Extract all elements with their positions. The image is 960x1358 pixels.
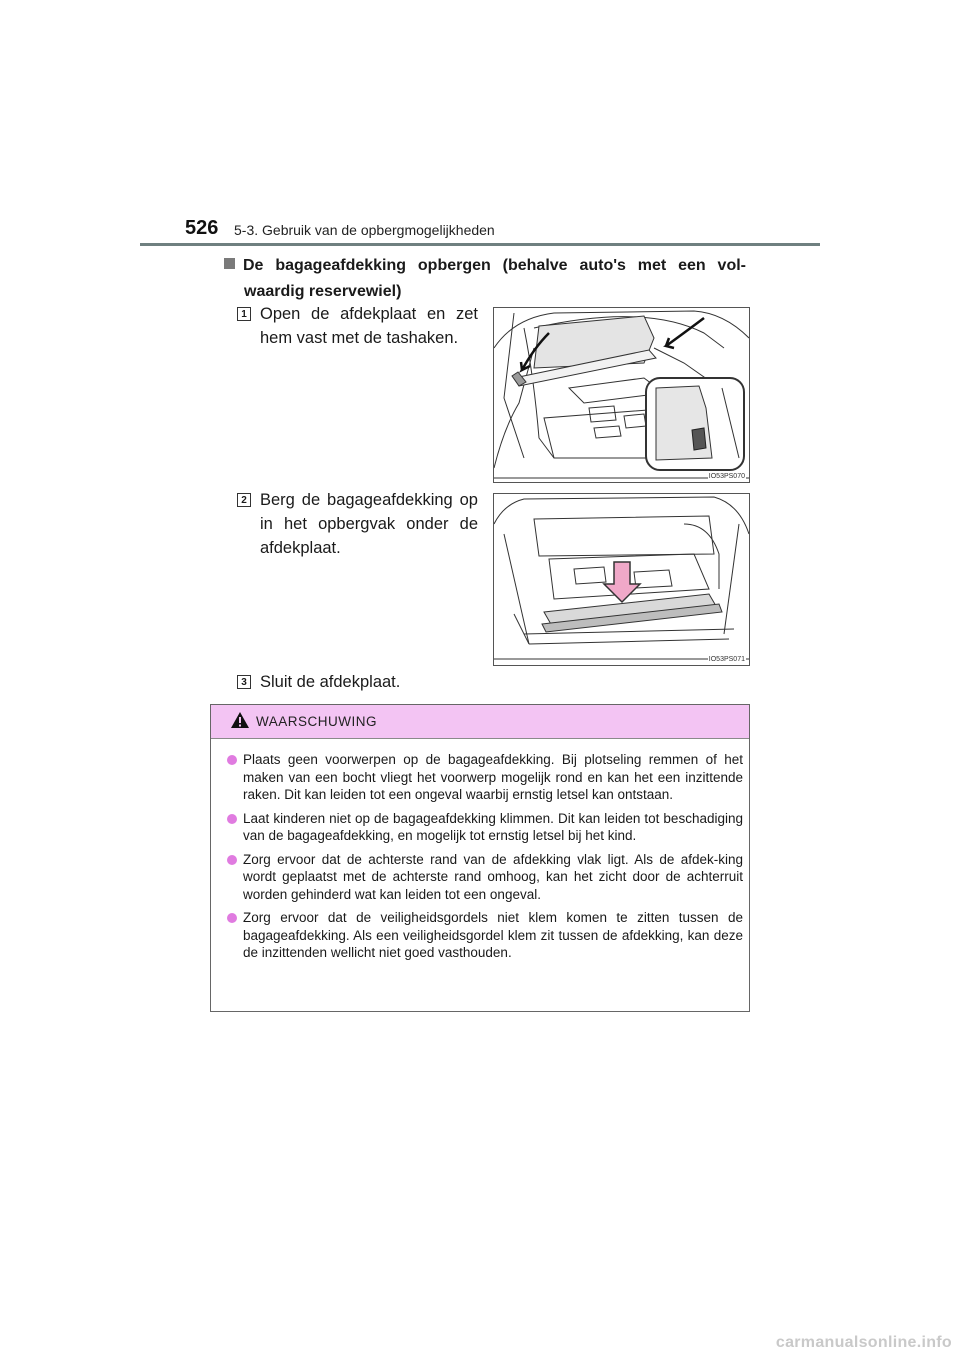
step-2-line-2: in het opbergvak onder de xyxy=(260,515,478,533)
warning-box xyxy=(210,704,750,1012)
warning-label: WAARSCHUWING xyxy=(256,714,377,729)
illustration-code: IO53PS070 xyxy=(708,473,745,480)
down-arrow-icon xyxy=(604,562,640,602)
step-3-line-1: Sluit de afdekplaat. xyxy=(260,673,401,691)
step-2-line-3: afdekplaat. xyxy=(260,539,341,557)
illustration-open-deck-board xyxy=(493,307,750,483)
bullet-dot-icon xyxy=(227,913,237,923)
heading-text-1: De bagageafdekking opbergen (behalve auto's met een vol- xyxy=(243,257,746,274)
header-rule xyxy=(140,243,820,246)
step-1-line-2: hem vast met de tashaken. xyxy=(260,329,459,347)
step-2-line-1: Berg de bagageafdekking op xyxy=(260,491,478,509)
trunk-drawing-1 xyxy=(494,308,749,482)
section-title: 5-3. Gebruik van de opbergmogelijkheden xyxy=(234,222,495,238)
step-text-2 xyxy=(260,488,478,560)
warning-header xyxy=(211,705,749,739)
trunk-drawing-2 xyxy=(494,494,749,665)
step-text-3 xyxy=(260,670,478,694)
warning-item xyxy=(223,909,743,962)
warning-list xyxy=(211,739,749,962)
bullet-dot-icon xyxy=(227,814,237,824)
step-number-3: 3 xyxy=(237,675,251,689)
warning-item-text: Zorg ervoor dat de veiligheidsgordels niet klem komen te zitten tussen de bagageafdekking. Als een veiligheidsgordel klem zit tussen de afdekking, kan deze de inzittenden wellicht niet goed vasthouden. xyxy=(243,910,743,960)
step-1-line-1: Open de afdekplaat en zet xyxy=(260,305,478,323)
warning-item-text: Plaats geen voorwerpen op de bagageafdekking. Bij plotseling remmen of het maken van een bocht vliegt het voorwerp mogelijk rond en kan het een inzittende raken. Dit kan leiden tot een ongeval waarbij ernstig letsel kan ontstaan. xyxy=(243,752,743,802)
step-text-1 xyxy=(260,302,478,350)
warning-item-text: Laat kinderen niet op de bagageafdekking klimmen. Dit kan leiden tot beschadiging van de bagageafdekking, en mogelijk tot ernstig letsel bij het kind. xyxy=(243,810,743,843)
warning-item xyxy=(223,751,743,804)
warning-item xyxy=(223,810,743,845)
illustration-code: IO53PS071 xyxy=(708,656,745,663)
heading-line-2: waardig reservewiel) xyxy=(244,283,402,300)
bullet-dot-icon xyxy=(227,755,237,765)
step-number-2: 2 xyxy=(237,493,251,507)
heading-square-icon xyxy=(224,258,235,269)
step-number-1: 1 xyxy=(237,307,251,321)
heading-line-1 xyxy=(224,253,746,279)
warning-triangle-icon xyxy=(230,711,250,729)
warning-item-text: Zorg ervoor dat de achterste rand van de afdekking vlak ligt. Als de afdek-king wordt geplaatst met de achterste rand omhoog, kan het zicht door de achterruit worden gehinderd wat kan leiden tot een ongeval. xyxy=(243,851,743,902)
bullet-dot-icon xyxy=(227,855,237,865)
warning-item xyxy=(223,851,743,904)
subsection-heading xyxy=(224,253,746,305)
illustration-store-cover xyxy=(493,493,750,666)
footer-watermark[interactable]: carmanualsonline.info xyxy=(775,1334,952,1351)
page-number: 526 xyxy=(185,217,219,239)
